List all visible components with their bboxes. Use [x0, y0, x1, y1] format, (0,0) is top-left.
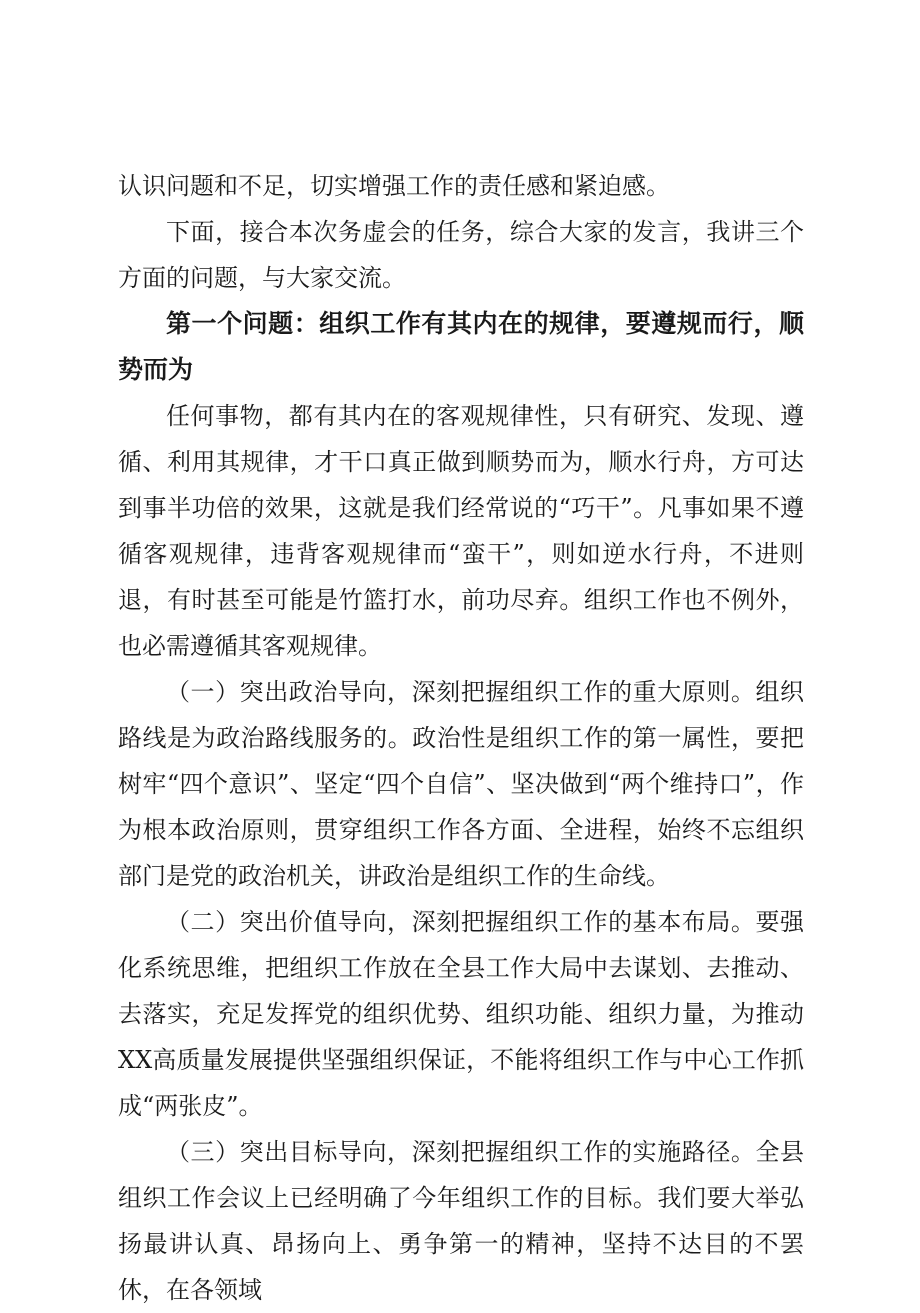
paragraph-value-orientation: （二）突出价值导向，深刻把握组织工作的基本布局。要强化系统思维，把组织工作放在全县工作大局中去谋划、去推动、去落实，充足发挥党的组织优势、组织功能、组织力量，为推动XX高质量发展提供坚强组织保证，不能将组织工作与中心工作抓成“两张皮”。 [118, 908, 804, 1120]
paragraph-political-orientation: （一）突出政治导向，深刻把握组织工作的重大原则。组织路线是为政治路线服务的。政治性是组织工作的第一属性，要把树牢“四个意识”、坚定“四个自信”、坚决做到“两个维持口”，作为根本政治原则，贯穿组织工作各方面、全进程，始终不忘组织部门是党的政治机关，讲政治是组织工作的生命线。 [118, 678, 804, 890]
section-heading-first-issue: 第一个问题：组织工作有其内在的规律，要遵规而行，顺势而为 [118, 309, 804, 384]
paragraph-continuation: 认识问题和不足，切实增强工作的责任感和紧迫感。 [118, 172, 670, 200]
paragraph-objective-laws: 任何事物，都有其内在的客观规律性，只有研究、发现、遵循、利用其规律，才干口真正做到顺势而为，顺水行舟，方可达到事半功倍的效果，这就是我们经常说的“巧干”。凡事如果不遵循客观规律，违背客观规律而“蛮干”，则如逆水行舟，不进则退，有时甚至可能是竹篮打水，前功尽弃。组织工作也不例外，也必需遵循其客观规律。 [118, 402, 804, 660]
document-body [118, 163, 804, 1313]
paragraph-intro: 下面，接合本次务虚会的任务，综合大家的发言，我讲三个方面的问题，与大家交流。 [118, 218, 804, 292]
paragraph-goal-orientation: （三）突出目标导向，深刻把握组织工作的实施路径。全县组织工作会议上已经明确了今年组织工作的目标。我们要大举弘扬最讲认真、昂扬向上、勇争第一的精神，坚持不达目的不罢休，在各领域 [118, 1138, 804, 1304]
